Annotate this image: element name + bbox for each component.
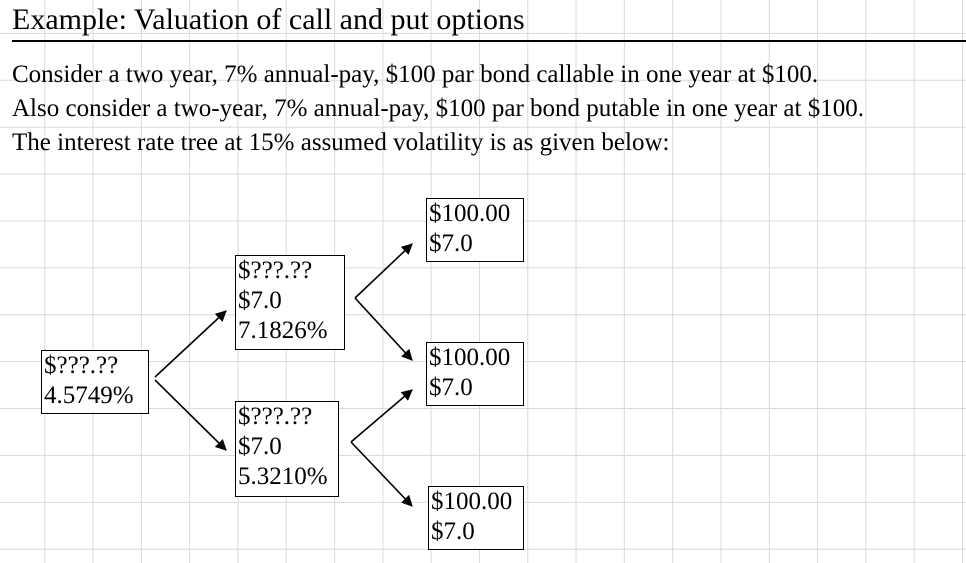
branch-root-up — [155, 311, 226, 377]
node-up-coupon: $7.0 — [238, 287, 282, 314]
slide-title: Example: Valuation of call and put options — [12, 3, 525, 36]
intro-line-2: Also consider a two-year, 7% annual-pay, $100 par bond putable in one year at $100. — [12, 95, 864, 122]
intro-line-1: Consider a two year, 7% annual-pay, $100 par bond callable in one year at $100. — [12, 61, 819, 88]
node-down — [235, 401, 339, 497]
node-down-rate: 5.3210% — [238, 463, 328, 490]
node-leaf-ud-coupon: $7.0 — [429, 374, 473, 401]
branch-down-ud — [351, 390, 412, 442]
intro-line-3: The interest rate tree at 15% assumed volatility is as given below: — [12, 129, 670, 156]
node-down-value: $???.?? — [238, 403, 313, 430]
node-root-value: $???.?? — [44, 352, 119, 379]
node-root — [41, 350, 149, 414]
branch-root-down — [155, 380, 226, 450]
node-leaf-ud — [426, 342, 524, 406]
node-root-rate: 4.5749% — [44, 382, 134, 409]
node-leaf-dd — [428, 486, 524, 550]
node-leaf-ud-value: $100.00 — [429, 344, 511, 371]
node-leaf-uu-coupon: $7.0 — [429, 230, 473, 257]
node-up — [235, 255, 345, 350]
node-leaf-uu — [426, 198, 524, 262]
node-leaf-dd-value: $100.00 — [431, 488, 513, 515]
node-leaf-uu-value: $100.00 — [429, 200, 511, 227]
branch-up-ud — [355, 298, 412, 360]
node-up-value: $???.?? — [238, 257, 313, 284]
branch-up-uu — [355, 244, 412, 298]
node-down-coupon: $7.0 — [238, 433, 282, 460]
branch-down-dd — [351, 442, 412, 506]
node-leaf-dd-coupon: $7.0 — [431, 518, 475, 545]
node-up-rate: 7.1826% — [238, 317, 328, 344]
